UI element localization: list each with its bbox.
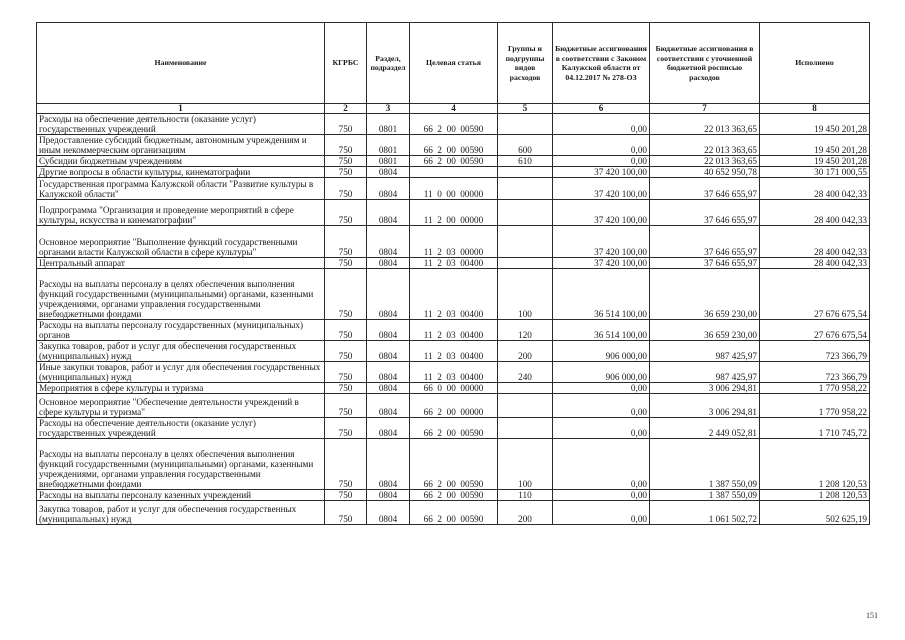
row-law-amount: 0,00 bbox=[553, 156, 650, 167]
row-law-amount: 37 420 100,00 bbox=[553, 200, 650, 226]
row-kgrbs: 750 bbox=[325, 156, 367, 167]
row-target: 66 0 00 00000 bbox=[410, 383, 498, 394]
row-group bbox=[498, 167, 553, 178]
table-row bbox=[37, 501, 870, 525]
row-law-amount: 36 514 100,00 bbox=[553, 269, 650, 320]
row-group bbox=[498, 200, 553, 226]
column-number: 1 bbox=[37, 104, 325, 114]
row-section: 0804 bbox=[367, 178, 410, 200]
row-section: 0804 bbox=[367, 320, 410, 341]
row-section: 0804 bbox=[367, 167, 410, 178]
row-section: 0804 bbox=[367, 394, 410, 418]
row-executed-amount: 28 400 042,33 bbox=[760, 226, 870, 258]
header-row bbox=[37, 23, 870, 104]
row-law-amount: 0,00 bbox=[553, 114, 650, 135]
row-group bbox=[498, 114, 553, 135]
row-law-amount: 0,00 bbox=[553, 501, 650, 525]
row-section: 0804 bbox=[367, 258, 410, 269]
row-section: 0801 bbox=[367, 114, 410, 135]
column-number: 4 bbox=[410, 104, 498, 114]
row-kgrbs: 750 bbox=[325, 418, 367, 439]
page-number: 151 bbox=[866, 611, 878, 620]
row-name: Мероприятия в сфере культуры и туризма bbox=[37, 383, 325, 394]
header-target: Целевая статья bbox=[410, 23, 498, 104]
row-executed-amount: 28 400 042,33 bbox=[760, 200, 870, 226]
row-kgrbs: 750 bbox=[325, 167, 367, 178]
row-executed-amount: 1 770 958,22 bbox=[760, 394, 870, 418]
row-executed-amount: 19 450 201,28 bbox=[760, 156, 870, 167]
row-law-amount: 0,00 bbox=[553, 394, 650, 418]
row-executed-amount: 27 676 675,54 bbox=[760, 320, 870, 341]
row-group: 200 bbox=[498, 501, 553, 525]
row-section: 0801 bbox=[367, 156, 410, 167]
row-executed-amount: 28 400 042,33 bbox=[760, 258, 870, 269]
row-group: 100 bbox=[498, 439, 553, 490]
row-group bbox=[498, 226, 553, 258]
row-revised-amount: 40 652 950,78 bbox=[650, 167, 760, 178]
table-row bbox=[37, 114, 870, 135]
row-executed-amount: 1 208 120,53 bbox=[760, 439, 870, 490]
row-law-amount: 0,00 bbox=[553, 383, 650, 394]
row-kgrbs: 750 bbox=[325, 269, 367, 320]
row-executed-amount: 1 208 120,53 bbox=[760, 490, 870, 501]
row-section: 0804 bbox=[367, 490, 410, 501]
row-kgrbs: 750 bbox=[325, 258, 367, 269]
row-target: 66 2 00 00590 bbox=[410, 439, 498, 490]
row-executed-amount: 502 625,19 bbox=[760, 501, 870, 525]
row-kgrbs: 750 bbox=[325, 501, 367, 525]
document-sheet bbox=[36, 22, 869, 525]
row-executed-amount: 19 450 201,28 bbox=[760, 114, 870, 135]
row-name: Расходы на выплаты персоналу в целях обеспечения выполнения функций государственными (муниципальными) органами, казенными учреждениями, органами управления государственными внебюджетными фондами bbox=[37, 439, 325, 490]
row-group: 240 bbox=[498, 362, 553, 383]
row-name: Государственная программа Калужской области "Развитие культуры в Калужской области" bbox=[37, 178, 325, 200]
row-name: Основное мероприятие "Обеспечение деятельности учреждений в сфере культуры и туризма" bbox=[37, 394, 325, 418]
row-law-amount: 906 000,00 bbox=[553, 362, 650, 383]
row-law-amount: 0,00 bbox=[553, 135, 650, 156]
row-target: 11 2 03 00400 bbox=[410, 269, 498, 320]
table-row bbox=[37, 490, 870, 501]
table-row bbox=[37, 341, 870, 362]
row-kgrbs: 750 bbox=[325, 178, 367, 200]
row-section: 0804 bbox=[367, 226, 410, 258]
row-kgrbs: 750 bbox=[325, 341, 367, 362]
row-group: 110 bbox=[498, 490, 553, 501]
table-row bbox=[37, 394, 870, 418]
row-name: Подпрограмма "Организация и проведение мероприятий в сфере культуры, искусства и кинематографии" bbox=[37, 200, 325, 226]
row-group bbox=[498, 178, 553, 200]
row-kgrbs: 750 bbox=[325, 200, 367, 226]
table-row bbox=[37, 383, 870, 394]
column-number: 2 bbox=[325, 104, 367, 114]
budget-table bbox=[36, 22, 870, 525]
row-name: Центральный аппарат bbox=[37, 258, 325, 269]
row-section: 0804 bbox=[367, 439, 410, 490]
column-number: 7 bbox=[650, 104, 760, 114]
row-target: 11 2 03 00400 bbox=[410, 362, 498, 383]
row-target: 66 2 00 00590 bbox=[410, 114, 498, 135]
row-name: Иные закупки товаров, работ и услуг для обеспечения государственных (муниципальных) нужд bbox=[37, 362, 325, 383]
row-law-amount: 0,00 bbox=[553, 439, 650, 490]
row-name: Расходы на обеспечение деятельности (оказание услуг) государственных учреждений bbox=[37, 114, 325, 135]
row-executed-amount: 723 366,79 bbox=[760, 362, 870, 383]
row-kgrbs: 750 bbox=[325, 362, 367, 383]
row-kgrbs: 750 bbox=[325, 320, 367, 341]
row-revised-amount: 22 013 363,65 bbox=[650, 156, 760, 167]
table-row bbox=[37, 258, 870, 269]
column-number: 3 bbox=[367, 104, 410, 114]
table-row bbox=[37, 156, 870, 167]
row-law-amount: 0,00 bbox=[553, 490, 650, 501]
row-target: 11 2 03 00400 bbox=[410, 341, 498, 362]
row-name: Расходы на выплаты персоналу государственных (муниципальных) органов bbox=[37, 320, 325, 341]
row-group: 120 bbox=[498, 320, 553, 341]
row-section: 0804 bbox=[367, 383, 410, 394]
row-target: 11 2 03 00400 bbox=[410, 320, 498, 341]
header-group: Группы и подгруппы видов расходов bbox=[498, 23, 553, 104]
row-section: 0804 bbox=[367, 200, 410, 226]
table-row bbox=[37, 226, 870, 258]
header-name: Наименование bbox=[37, 23, 325, 104]
row-section: 0804 bbox=[367, 418, 410, 439]
row-kgrbs: 750 bbox=[325, 114, 367, 135]
row-kgrbs: 750 bbox=[325, 394, 367, 418]
row-kgrbs: 750 bbox=[325, 135, 367, 156]
row-target: 66 2 00 00590 bbox=[410, 490, 498, 501]
table-row bbox=[37, 320, 870, 341]
row-name: Закупка товаров, работ и услуг для обеспечения государственных (муниципальных) нужд bbox=[37, 501, 325, 525]
header-executed: Исполнено bbox=[760, 23, 870, 104]
column-number: 5 bbox=[498, 104, 553, 114]
row-law-amount: 906 000,00 bbox=[553, 341, 650, 362]
row-group bbox=[498, 394, 553, 418]
row-target: 11 2 00 00000 bbox=[410, 200, 498, 226]
header-section: Раздел, подраздел bbox=[367, 23, 410, 104]
row-revised-amount: 2 449 052,81 bbox=[650, 418, 760, 439]
table-row bbox=[37, 178, 870, 200]
row-group: 610 bbox=[498, 156, 553, 167]
row-law-amount: 37 420 100,00 bbox=[553, 226, 650, 258]
row-group: 100 bbox=[498, 269, 553, 320]
row-executed-amount: 27 676 675,54 bbox=[760, 269, 870, 320]
row-revised-amount: 987 425,97 bbox=[650, 341, 760, 362]
row-target: 66 2 00 00590 bbox=[410, 418, 498, 439]
row-law-amount: 37 420 100,00 bbox=[553, 258, 650, 269]
row-revised-amount: 37 646 655,97 bbox=[650, 258, 760, 269]
row-group: 200 bbox=[498, 341, 553, 362]
row-revised-amount: 37 646 655,97 bbox=[650, 178, 760, 200]
row-name: Субсидии бюджетным учреждениям bbox=[37, 156, 325, 167]
table-row bbox=[37, 200, 870, 226]
row-group: 600 bbox=[498, 135, 553, 156]
table-row bbox=[37, 269, 870, 320]
row-law-amount: 36 514 100,00 bbox=[553, 320, 650, 341]
row-executed-amount: 19 450 201,28 bbox=[760, 135, 870, 156]
row-group bbox=[498, 383, 553, 394]
row-revised-amount: 3 006 294,81 bbox=[650, 383, 760, 394]
row-revised-amount: 1 061 502,72 bbox=[650, 501, 760, 525]
row-kgrbs: 750 bbox=[325, 383, 367, 394]
row-revised-amount: 37 646 655,97 bbox=[650, 226, 760, 258]
row-revised-amount: 22 013 363,65 bbox=[650, 114, 760, 135]
table-row bbox=[37, 362, 870, 383]
row-executed-amount: 28 400 042,33 bbox=[760, 178, 870, 200]
row-section: 0801 bbox=[367, 135, 410, 156]
row-revised-amount: 37 646 655,97 bbox=[650, 200, 760, 226]
row-target: 66 2 00 00590 bbox=[410, 501, 498, 525]
table-body bbox=[37, 114, 870, 525]
row-revised-amount: 987 425,97 bbox=[650, 362, 760, 383]
row-revised-amount: 1 387 550,09 bbox=[650, 490, 760, 501]
column-number-row bbox=[37, 104, 870, 114]
table-row bbox=[37, 167, 870, 178]
row-executed-amount: 30 171 000,55 bbox=[760, 167, 870, 178]
row-kgrbs: 750 bbox=[325, 439, 367, 490]
row-target: 11 2 03 00000 bbox=[410, 226, 498, 258]
row-name: Расходы на выплаты персоналу в целях обеспечения выполнения функций государственными (муниципальными) органами, казенными учреждениями, органами управления государственными внебюджетными фондами bbox=[37, 269, 325, 320]
row-kgrbs: 750 bbox=[325, 226, 367, 258]
header-law: Бюджетные ассигнования в соответствии с Законом Калужской области от 04.12.2017 № 278-ОЗ bbox=[553, 23, 650, 104]
table-row bbox=[37, 418, 870, 439]
header-kgrbs: КГРБС bbox=[325, 23, 367, 104]
row-group bbox=[498, 418, 553, 439]
row-target: 66 2 00 00590 bbox=[410, 156, 498, 167]
row-kgrbs: 750 bbox=[325, 490, 367, 501]
column-number: 8 bbox=[760, 104, 870, 114]
row-name: Предоставление субсидий бюджетным, автономным учреждениям и иным некоммерческим организациям bbox=[37, 135, 325, 156]
row-executed-amount: 1 710 745,72 bbox=[760, 418, 870, 439]
row-executed-amount: 723 366,79 bbox=[760, 341, 870, 362]
row-target: 66 2 00 00000 bbox=[410, 394, 498, 418]
row-target: 11 2 03 00400 bbox=[410, 258, 498, 269]
row-executed-amount: 1 770 958,22 bbox=[760, 383, 870, 394]
column-number: 6 bbox=[553, 104, 650, 114]
row-group bbox=[498, 258, 553, 269]
row-name: Закупка товаров, работ и услуг для обеспечения государственных (муниципальных) нужд bbox=[37, 341, 325, 362]
row-law-amount: 37 420 100,00 bbox=[553, 178, 650, 200]
row-section: 0804 bbox=[367, 501, 410, 525]
row-target: 11 0 00 00000 bbox=[410, 178, 498, 200]
row-name: Расходы на выплаты персоналу казенных учреждений bbox=[37, 490, 325, 501]
row-law-amount: 0,00 bbox=[553, 418, 650, 439]
row-name: Основное мероприятие "Выполнение функций государственными органами власти Калужской области в сфере культуры" bbox=[37, 226, 325, 258]
row-section: 0804 bbox=[367, 341, 410, 362]
header-revised: Бюджетные ассигнования в соответствии с уточненной бюджетной росписью расходов bbox=[650, 23, 760, 104]
row-revised-amount: 36 659 230,00 bbox=[650, 320, 760, 341]
row-target bbox=[410, 167, 498, 178]
table-row bbox=[37, 439, 870, 490]
row-target: 66 2 00 00590 bbox=[410, 135, 498, 156]
row-revised-amount: 1 387 550,09 bbox=[650, 439, 760, 490]
table-row bbox=[37, 135, 870, 156]
row-name: Расходы на обеспечение деятельности (оказание услуг) государственных учреждений bbox=[37, 418, 325, 439]
row-revised-amount: 3 006 294,81 bbox=[650, 394, 760, 418]
row-section: 0804 bbox=[367, 269, 410, 320]
row-law-amount: 37 420 100,00 bbox=[553, 167, 650, 178]
row-revised-amount: 22 013 363,65 bbox=[650, 135, 760, 156]
row-revised-amount: 36 659 230,00 bbox=[650, 269, 760, 320]
row-name: Другие вопросы в области культуры, кинематографии bbox=[37, 167, 325, 178]
row-section: 0804 bbox=[367, 362, 410, 383]
